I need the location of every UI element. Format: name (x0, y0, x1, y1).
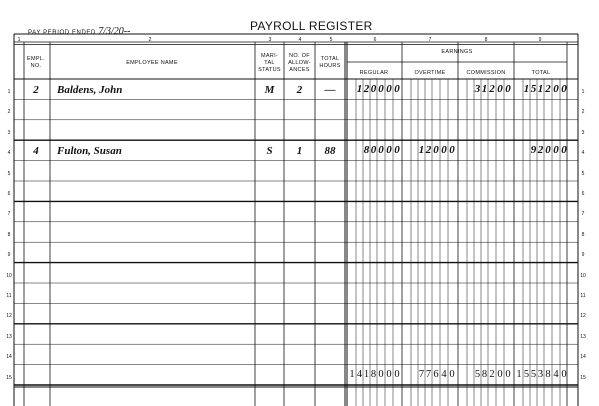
entry-regular-cents-digit: 0 (386, 83, 392, 95)
total-overtime-dollars-digit: 6 (433, 368, 439, 380)
total-regular-dollars-digit: 1 (349, 368, 355, 380)
row-number-right: 6 (581, 191, 585, 197)
total-commission-cents-digit: 0 (497, 368, 503, 380)
entry-total-cents-digit: 0 (553, 144, 559, 157)
total-total-cents-digit: 0 (561, 368, 567, 380)
header-total: TOTAL (531, 70, 551, 76)
entry-overtime-dollars-digit: 0 (433, 144, 439, 157)
entry-marital-status: M (264, 84, 275, 96)
total-overtime-cents-digit: 0 (449, 368, 455, 380)
pay-period (28, 26, 130, 37)
row-number-left: 11 (6, 293, 12, 299)
entry-total-dollars-digit: 1 (537, 83, 544, 95)
entry-commission-dollars-digit: 1 (481, 83, 488, 95)
header-commission: COMMISSION (466, 70, 506, 76)
entry-total-dollars-digit: 9 (530, 144, 537, 157)
total-overtime-dollars-digit: 7 (418, 368, 425, 380)
row-number-left: 3 (7, 129, 11, 136)
entry-regular-dollars-digit: 0 (370, 144, 377, 157)
entry-marital-status: S (266, 145, 273, 157)
form-title: PAYROLL REGISTER (250, 19, 373, 33)
column-number: 9 (538, 37, 542, 43)
entry-total-cents-digit: 0 (561, 144, 567, 157)
entry-commission-dollars-digit: 3 (474, 83, 481, 95)
column-number: 5 (329, 37, 333, 43)
column-number: 2 (148, 37, 152, 43)
entry-total-cents-digit: 0 (561, 83, 567, 95)
total-total-cents-digit: 4 (553, 368, 559, 380)
row-number-right: 8 (581, 231, 585, 238)
entry-regular-cents-digit: 0 (394, 144, 400, 157)
pay-period-value: 7/3/20-- (98, 26, 131, 37)
entry-total-hours: — (324, 84, 336, 96)
row-number-right: 4 (581, 150, 585, 157)
total-total-dollars-digit: 1 (516, 368, 522, 380)
header-overtime: OVERTIME (414, 70, 446, 76)
header-marital-status: MARI- TAL STATUS (258, 53, 281, 73)
entry-commission-cents-digit: 0 (505, 83, 511, 95)
row-number-left: 14 (6, 354, 12, 361)
entry-empl-no: 4 (33, 145, 39, 157)
row-number-left: 13 (6, 333, 12, 340)
entry-regular-dollars-digit: 0 (378, 144, 384, 157)
entry-regular-cents-digit: 0 (386, 144, 392, 157)
header-total-hours: TOTAL HOURS (319, 56, 341, 69)
entry-total-dollars-digit: 1 (523, 83, 530, 95)
row-number-right: 11 (580, 293, 586, 299)
row-number-right: 3 (581, 129, 585, 136)
total-regular-cents-digit: 0 (394, 368, 400, 380)
entry-allowances: 1 (296, 145, 303, 157)
entry-total-cents-digit: 0 (553, 83, 559, 95)
row-number-right: 15 (580, 374, 586, 381)
total-regular-dollars-digit: 8 (370, 368, 377, 380)
row-number-left: 5 (7, 170, 11, 177)
entry-overtime-dollars-digit: 2 (425, 144, 432, 157)
total-regular-cents-digit: 0 (386, 368, 392, 380)
row-number-left: 6 (7, 191, 11, 197)
entry-overtime-dollars-digit: 1 (418, 144, 425, 157)
entry-regular-dollars-digit: 0 (378, 83, 384, 95)
pay-period-label: PAY PERIOD ENDED (28, 30, 96, 36)
column-number: 7 (428, 37, 432, 43)
entry-overtime-cents-digit: 0 (449, 144, 455, 157)
total-commission-cents-digit: 0 (505, 368, 511, 380)
row-number-left: 4 (7, 150, 11, 157)
row-number-left: 1 (7, 89, 11, 95)
entry-commission-cents-digit: 0 (497, 83, 503, 95)
total-commission-dollars-digit: 2 (489, 368, 495, 380)
column-number: 1 (17, 37, 21, 43)
entry-regular-cents-digit: 0 (394, 83, 400, 95)
entry-total-hours: 88 (324, 145, 336, 157)
total-regular-dollars-digit: 4 (356, 368, 363, 380)
column-number: 3 (268, 37, 272, 43)
total-regular-dollars-digit: 1 (363, 368, 370, 380)
total-commission-dollars-digit: 5 (474, 368, 481, 380)
row-number-right: 10 (580, 272, 586, 279)
entry-total-dollars-digit: 2 (537, 144, 544, 157)
total-total-dollars-digit: 5 (523, 368, 530, 380)
entry-regular-dollars-digit: 8 (363, 144, 370, 157)
total-regular-dollars-digit: 0 (378, 368, 384, 380)
header-employee-name: EMPLOYEE NAME (126, 60, 178, 66)
row-number-left: 7 (7, 211, 11, 218)
row-number-right: 7 (581, 211, 585, 218)
row-number-left: 10 (6, 272, 12, 279)
entry-total-dollars-digit: 0 (545, 144, 551, 157)
entry-employee-name: Baldens, John (57, 84, 123, 96)
total-total-dollars-digit: 8 (545, 368, 551, 380)
total-overtime-cents-digit: 4 (441, 368, 447, 380)
row-number-left: 15 (6, 374, 12, 381)
entry-employee-name: Fulton, Susan (57, 145, 122, 157)
entry-regular-dollars-digit: 1 (356, 83, 363, 95)
row-number-right: 2 (581, 109, 585, 116)
header-allowances: NO. OF ALLOW- ANCES (288, 53, 311, 73)
row-number-left: 8 (7, 231, 11, 238)
row-number-left: 9 (7, 252, 11, 259)
row-number-right: 1 (581, 89, 585, 95)
entry-regular-dollars-digit: 0 (370, 83, 377, 95)
header-empl-no: EMPL. NO. (26, 56, 45, 69)
row-number-right: 12 (580, 313, 586, 320)
column-number: 6 (373, 37, 377, 43)
total-total-dollars-digit: 3 (537, 368, 544, 380)
total-overtime-dollars-digit: 7 (425, 368, 432, 380)
entry-total-dollars-digit: 2 (545, 83, 551, 95)
row-number-right: 13 (580, 333, 586, 340)
entry-commission-dollars-digit: 2 (489, 83, 495, 95)
header-earnings: EARNINGS (441, 49, 473, 55)
header-regular: REGULAR (359, 70, 389, 76)
entry-overtime-cents-digit: 0 (441, 144, 447, 157)
row-number-right: 14 (580, 354, 586, 361)
total-commission-dollars-digit: 8 (481, 368, 488, 380)
row-number-right: 5 (581, 170, 585, 177)
entry-allowances: 2 (296, 84, 303, 96)
column-number: 8 (484, 37, 488, 43)
row-number-left: 2 (7, 109, 11, 116)
column-number: 4 (298, 37, 302, 43)
entry-regular-dollars-digit: 2 (363, 83, 370, 95)
entry-empl-no: 2 (33, 84, 39, 96)
entry-total-dollars-digit: 5 (530, 83, 537, 95)
row-number-right: 9 (581, 252, 585, 259)
total-total-dollars-digit: 5 (530, 368, 537, 380)
row-number-left: 12 (6, 313, 12, 320)
